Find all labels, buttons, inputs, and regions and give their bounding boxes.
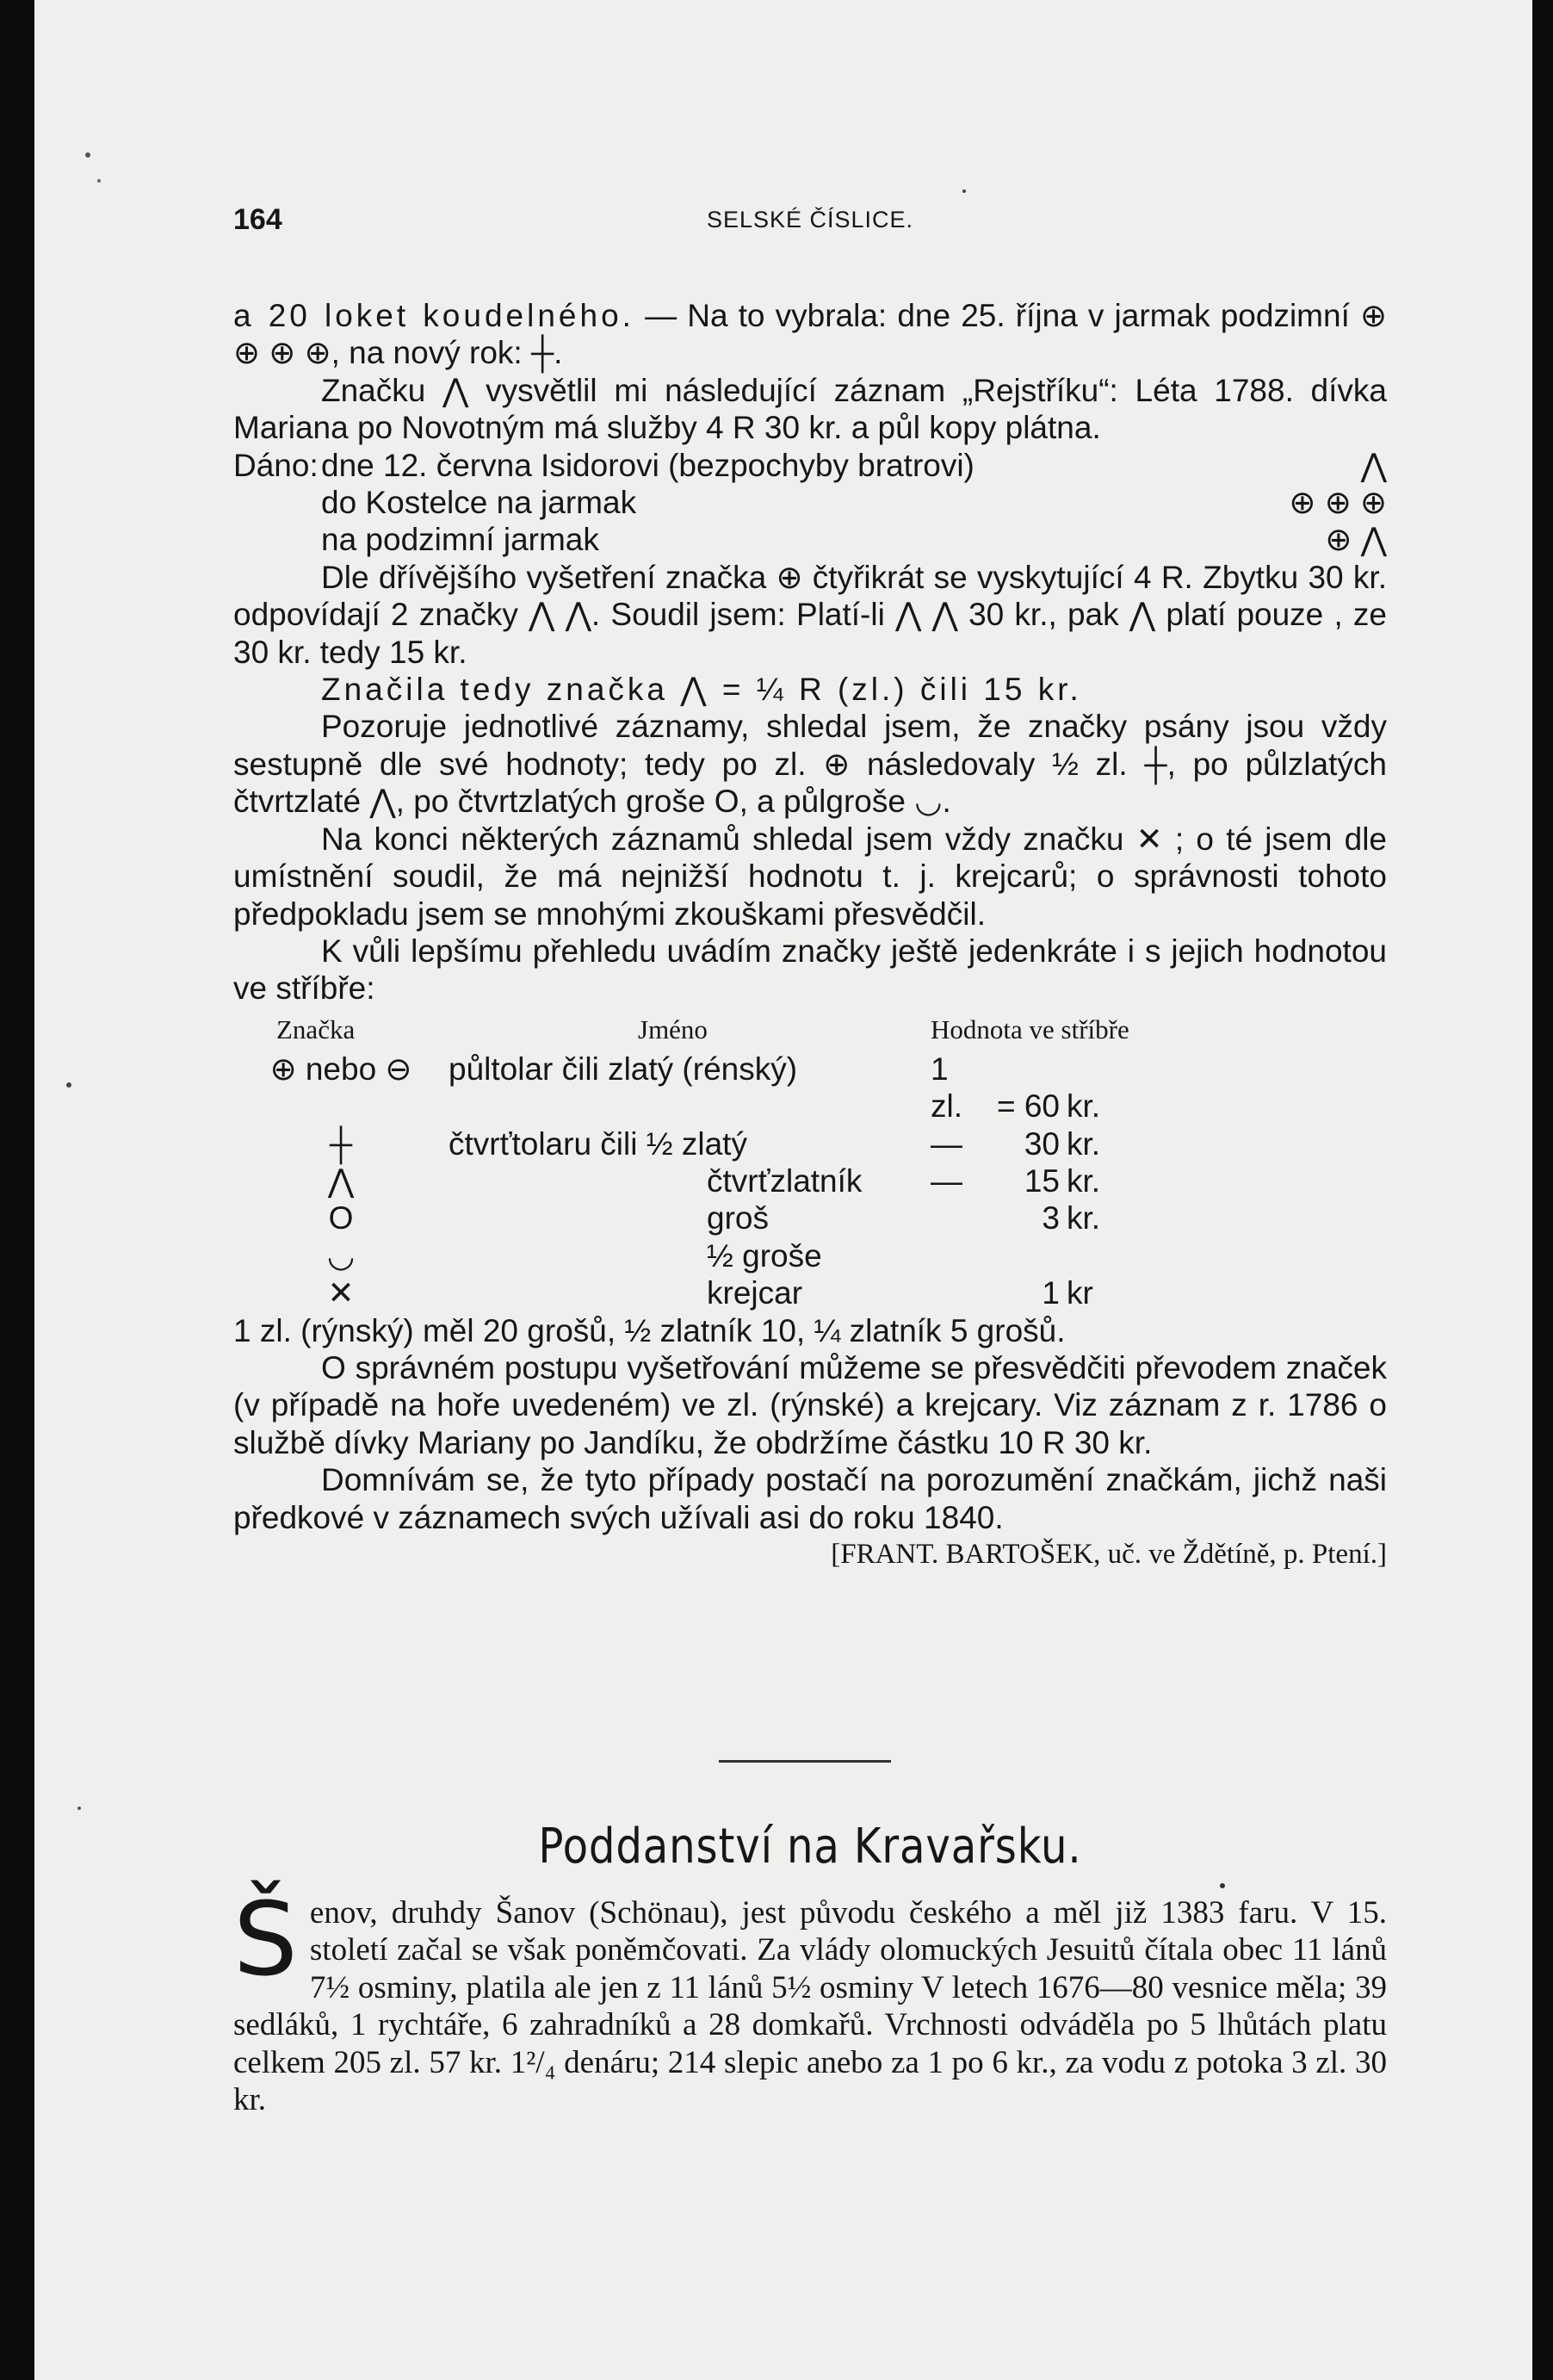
table-name: půltolar čili zlatý (rénský): [449, 1051, 798, 1087]
table-value-unit: kr: [1067, 1275, 1093, 1311]
table-sign: O: [328, 1200, 354, 1236]
table-sign: ◡: [326, 1237, 356, 1274]
dano-marks: ⋀: [1360, 447, 1387, 483]
table-value-a: 1 zl.: [931, 1051, 962, 1125]
paragraph: Na konci některých záznamů shledal jsem vždy značku ✕ ; o té jsem dle umístnění soudil, že má nejnižší hodnotu t. j. krejcarů; o správnosti tohoto předpokladu jsem se mnohými zkouškami přesvědčil.: [233, 821, 1387, 932]
dano-row: [233, 521, 1387, 558]
column-header: Značka: [276, 1013, 356, 1044]
dano-row: [233, 484, 1387, 521]
dano-marks: ⊕ ⊕ ⊕: [1289, 485, 1387, 521]
dano-label: Dáno:: [233, 447, 319, 483]
chapter-title: Poddanství na Kravařsku.: [538, 1819, 1082, 1875]
dano-text: na podzimní jarmak: [321, 522, 599, 558]
table-name: groš: [707, 1200, 769, 1236]
paragraph: [233, 297, 1387, 372]
table-sign: ✕: [327, 1275, 355, 1311]
table-row: [233, 1125, 1387, 1162]
table-header: [233, 1011, 1387, 1051]
paragraph-spaced: Značila tedy značka ⋀ = ¼ R (zl.) čili 15 kr.: [321, 672, 1082, 708]
table-value-b: 1: [1042, 1275, 1060, 1311]
dano-row: [233, 447, 1387, 484]
paragraph: [233, 1880, 1387, 2118]
column-header: Jméno: [638, 1013, 708, 1044]
drop-cap: Š: [233, 1880, 298, 1999]
spaced-text: a 20 loket koudelného.: [233, 298, 634, 333]
table-row: [233, 1237, 1387, 1274]
author-signature: [FRANT. BARTOŠEK, uč. ve Ždětíně, p. Ptení.]: [831, 1539, 1387, 1570]
paragraph: Značku ⋀ vysvětlil mi následující záznam „Rejstříku“: Léta 1788. dívka Mariana po Novotným má služby 4 R 30 kr. a půl kopy plátna.: [233, 372, 1387, 446]
dano-text: do Kostelce na jarmak: [321, 485, 637, 521]
paragraph-text: Domnívám se, že tyto případy postačí na porozumění značkám, jichž naši předkové v záznamech svých užívali asi do roku 1840.: [233, 1462, 1387, 1535]
paragraph: O správném postupu vyšetřování můžeme se přesvědčiti převodem značek (v případě na hoře uvedeném) ve zl. (rýnské) a krejcary. Viz záznam z r. 1786 o službě dívky Mariany po Jandíku, že obdržíme částku 10 R 30 kr.: [233, 1349, 1387, 1460]
table-row: [233, 1199, 1387, 1236]
table-name: ½ groše: [707, 1237, 822, 1274]
table-value-unit: kr.: [1067, 1200, 1101, 1236]
table-value-b: = 60: [996, 1088, 1060, 1125]
section-selske-cislice: [233, 297, 1387, 1573]
table-sign: ⋀: [327, 1162, 355, 1199]
paragraph: 1 zl. (rýnský) měl 20 grošů, ½ zlatník 10, ¼ zlatník 5 grošů.: [233, 1312, 1066, 1348]
table-row: [233, 1162, 1387, 1199]
value-table: [233, 1011, 1387, 1312]
dano-marks: ⊕ ⋀: [1325, 522, 1387, 558]
section-poddanstvi: [233, 1880, 1387, 2118]
table-row: [233, 1051, 1387, 1125]
running-title: SELSKÉ ČÍSLICE.: [706, 207, 914, 232]
paragraph: [233, 1461, 1387, 1570]
table-value-b: 3: [1042, 1200, 1060, 1236]
paragraph: Pozoruje jednotlivé záznamy, shledal jsem, že značky psány jsou vždy sestupně dle své hodnoty; tedy po zl. ⊕ následovaly ½ zl. ┼, po půlzlatých čtvrtzlaté ⋀, po čtvrtzlatých groše O, a půlgroše ◡.: [233, 709, 1387, 820]
column-header: Hodnota ve stříbře: [931, 1013, 1129, 1044]
paragraph-text: — Na to vybrala: dne 25. října v jarmak podzimní ⊕ ⊕ ⊕ ⊕, na nový rok: ┼.: [233, 298, 1387, 371]
page-number: 164: [233, 203, 282, 236]
dano-block: [233, 447, 1387, 559]
table-value-b: 15: [1024, 1162, 1060, 1199]
book-page: [34, 0, 1532, 2380]
table-value-unit: kr.: [1067, 1162, 1101, 1199]
dano-text: dne 12. června Isidorovi (bezpochyby bratrovi): [321, 447, 974, 483]
section-divider: [719, 1760, 891, 1763]
table-sign: ⊕ nebo ⊖: [269, 1051, 412, 1087]
table-value-a: —: [931, 1125, 962, 1162]
paragraph-text: enov, druhdy Šanov (Schönau), jest původu českého a měl již 1383 faru. V 15. století začal se však poněmčovati. Za vlády olomuckých Jesuitů čítala obec 11 lánů 7½ osminy, platila ale jen z 11 lánů 5½ osminy V letech 1676—80 vesnice měla; 39 sedláků, 1 rychtáře, 6 zahradníků a 28 domkařů. Vrchnosti odváděla po 5 lhůtách platu celkem 205 zl. 57 kr. 1²/₄ denáru; 214 slepic anebo za 1 po 6 kr., za vodu z potoka 3 zl. 30 kr.: [233, 1895, 1387, 2118]
table-name: čtvrťzlatník: [707, 1162, 863, 1199]
paragraph: Dle dřívějšího vyšetření značka ⊕ čtyřikrát se vyskytující 4 R. Zbytku 30 kr. odpovídají 2 značky ⋀ ⋀. Soudil jsem: Platí-li ⋀ ⋀ 30 kr., pak ⋀ platí pouze , ze 30 kr. tedy 15 kr.: [233, 559, 1387, 670]
table-row: [233, 1274, 1387, 1311]
table-value-b: 30: [1024, 1125, 1060, 1162]
page-header: [233, 203, 1387, 246]
paragraph: K vůli lepšímu přehledu uvádím značky ještě jedenkráte i s jejich hodnotou ve stříbře:: [233, 933, 1387, 1007]
table-value-a: —: [931, 1162, 962, 1199]
table-sign: ┼: [329, 1125, 353, 1162]
table-value-unit: kr.: [1067, 1088, 1101, 1125]
table-value-unit: kr.: [1067, 1125, 1101, 1162]
table-name: čtvrťtolaru čili ½ zlatý: [449, 1125, 747, 1162]
table-name: krejcar: [707, 1275, 803, 1311]
